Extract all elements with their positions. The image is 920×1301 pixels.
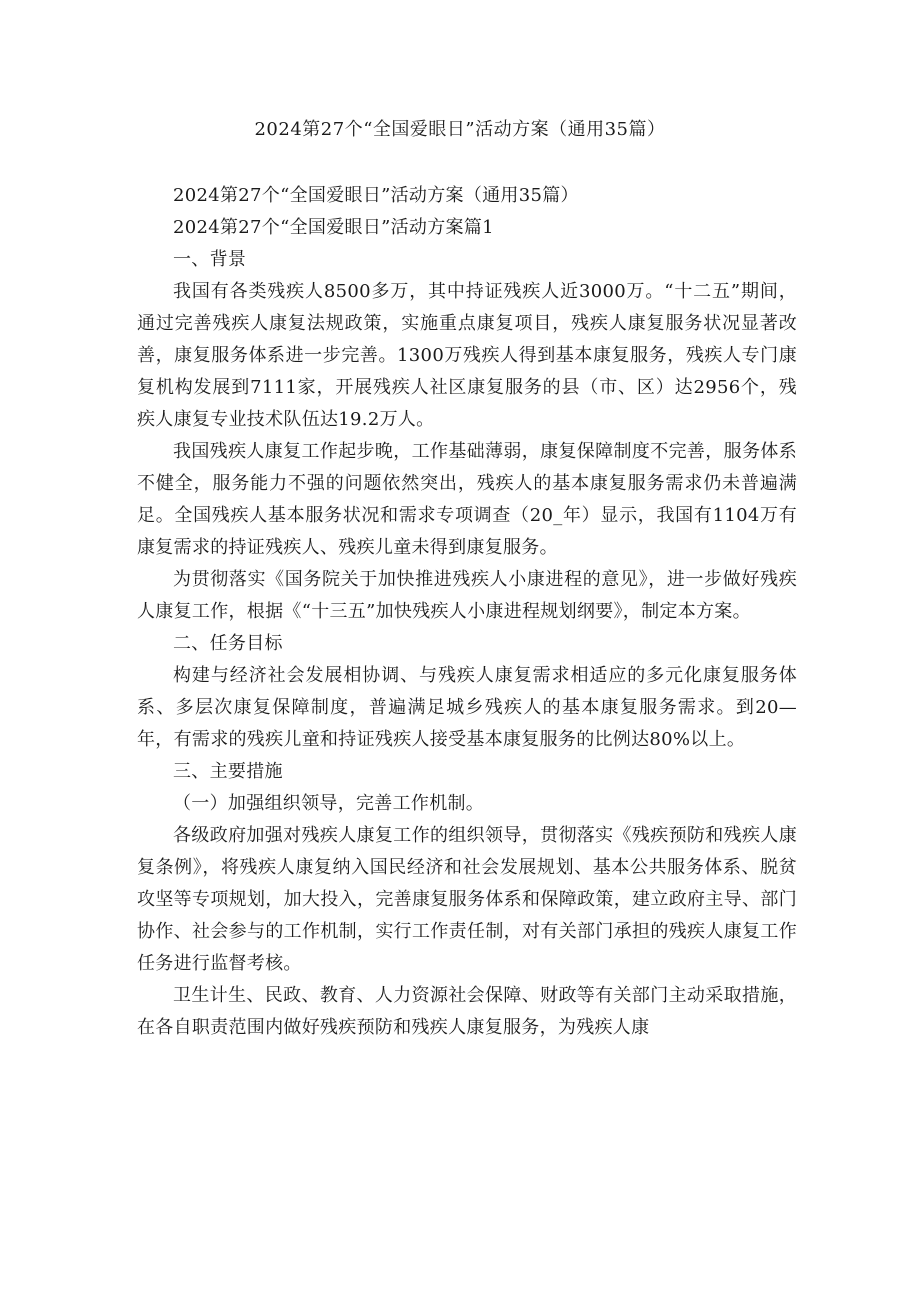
heading-background: 一、背景 [173,249,247,270]
subheading-measure-1: （一）加强组织领导，完善工作机制。 [173,793,485,814]
body-paragraph: 卫生计生、民政、教育、人力资源社会保障、财政等有关部门主动采取措施，在各自职责范围内做好残疾预防和残疾人康复服务，为残疾人康 [137,985,797,1038]
document-title: 2024第27个“全国爱眼日”活动方案（通用35篇） [254,119,666,140]
heading-measures: 三、主要措施 [173,761,283,782]
section-heading-part1: 2024第27个“全国爱眼日”活动方案篇1 [173,217,494,238]
subtitle-paragraph: 2024第27个“全国爱眼日”活动方案（通用35篇） [173,185,579,206]
document-body [137,180,797,1044]
body-paragraph: 我国有各类残疾人8500多万，其中持证残疾人近3000万。“十二五”期间，通过完善残疾人康复法规政策，实施重点康复项目，残疾人康复服务状况显著改善，康复服务体系进一步完善。1300万残疾人得到基本康复服务，残疾人专门康复机构发展到7111家，开展残疾人社区康复服务的县（市、区）达2956个，残疾人康复专业技术队伍达19.2万人。 [137,281,797,430]
body-paragraph: 我国残疾人康复工作起步晚，工作基础薄弱，康复保障制度不完善，服务体系不健全，服务能力不强的问题依然突出，残疾人的基本康复服务需求仍未普遍满足。全国残疾人基本服务状况和需求专项调查（20_年）显示，我国有1104万有康复需求的持证残疾人、残疾儿童未得到康复服务。 [137,441,797,558]
body-paragraph: 各级政府加强对残疾人康复工作的组织领导，贯彻落实《残疾预防和残疾人康复条例》，将残疾人康复纳入国民经济和社会发展规划、基本公共服务体系、脱贫攻坚等专项规划，加大投入，完善康复服务体系和保障政策，建立政府主导、部门协作、社会参与的工作机制，实行工作责任制，对有关部门承担的残疾人康复工作任务进行监督考核。 [137,825,797,974]
body-paragraph: 为贯彻落实《国务院关于加快推进残疾人小康进程的意见》，进一步做好残疾人康复工作，根据《“十三五”加快残疾人小康进程规划纲要》，制定本方案。 [137,569,797,622]
heading-goals: 二、任务目标 [173,633,283,654]
body-paragraph: 构建与经济社会发展相协调、与残疾人康复需求相适应的多元化康复服务体系、多层次康复保障制度，普遍满足城乡残疾人的基本康复服务需求。到20—年，有需求的残疾儿童和持证残疾人接受基本康复服务的比例达80%以上。 [137,665,797,750]
